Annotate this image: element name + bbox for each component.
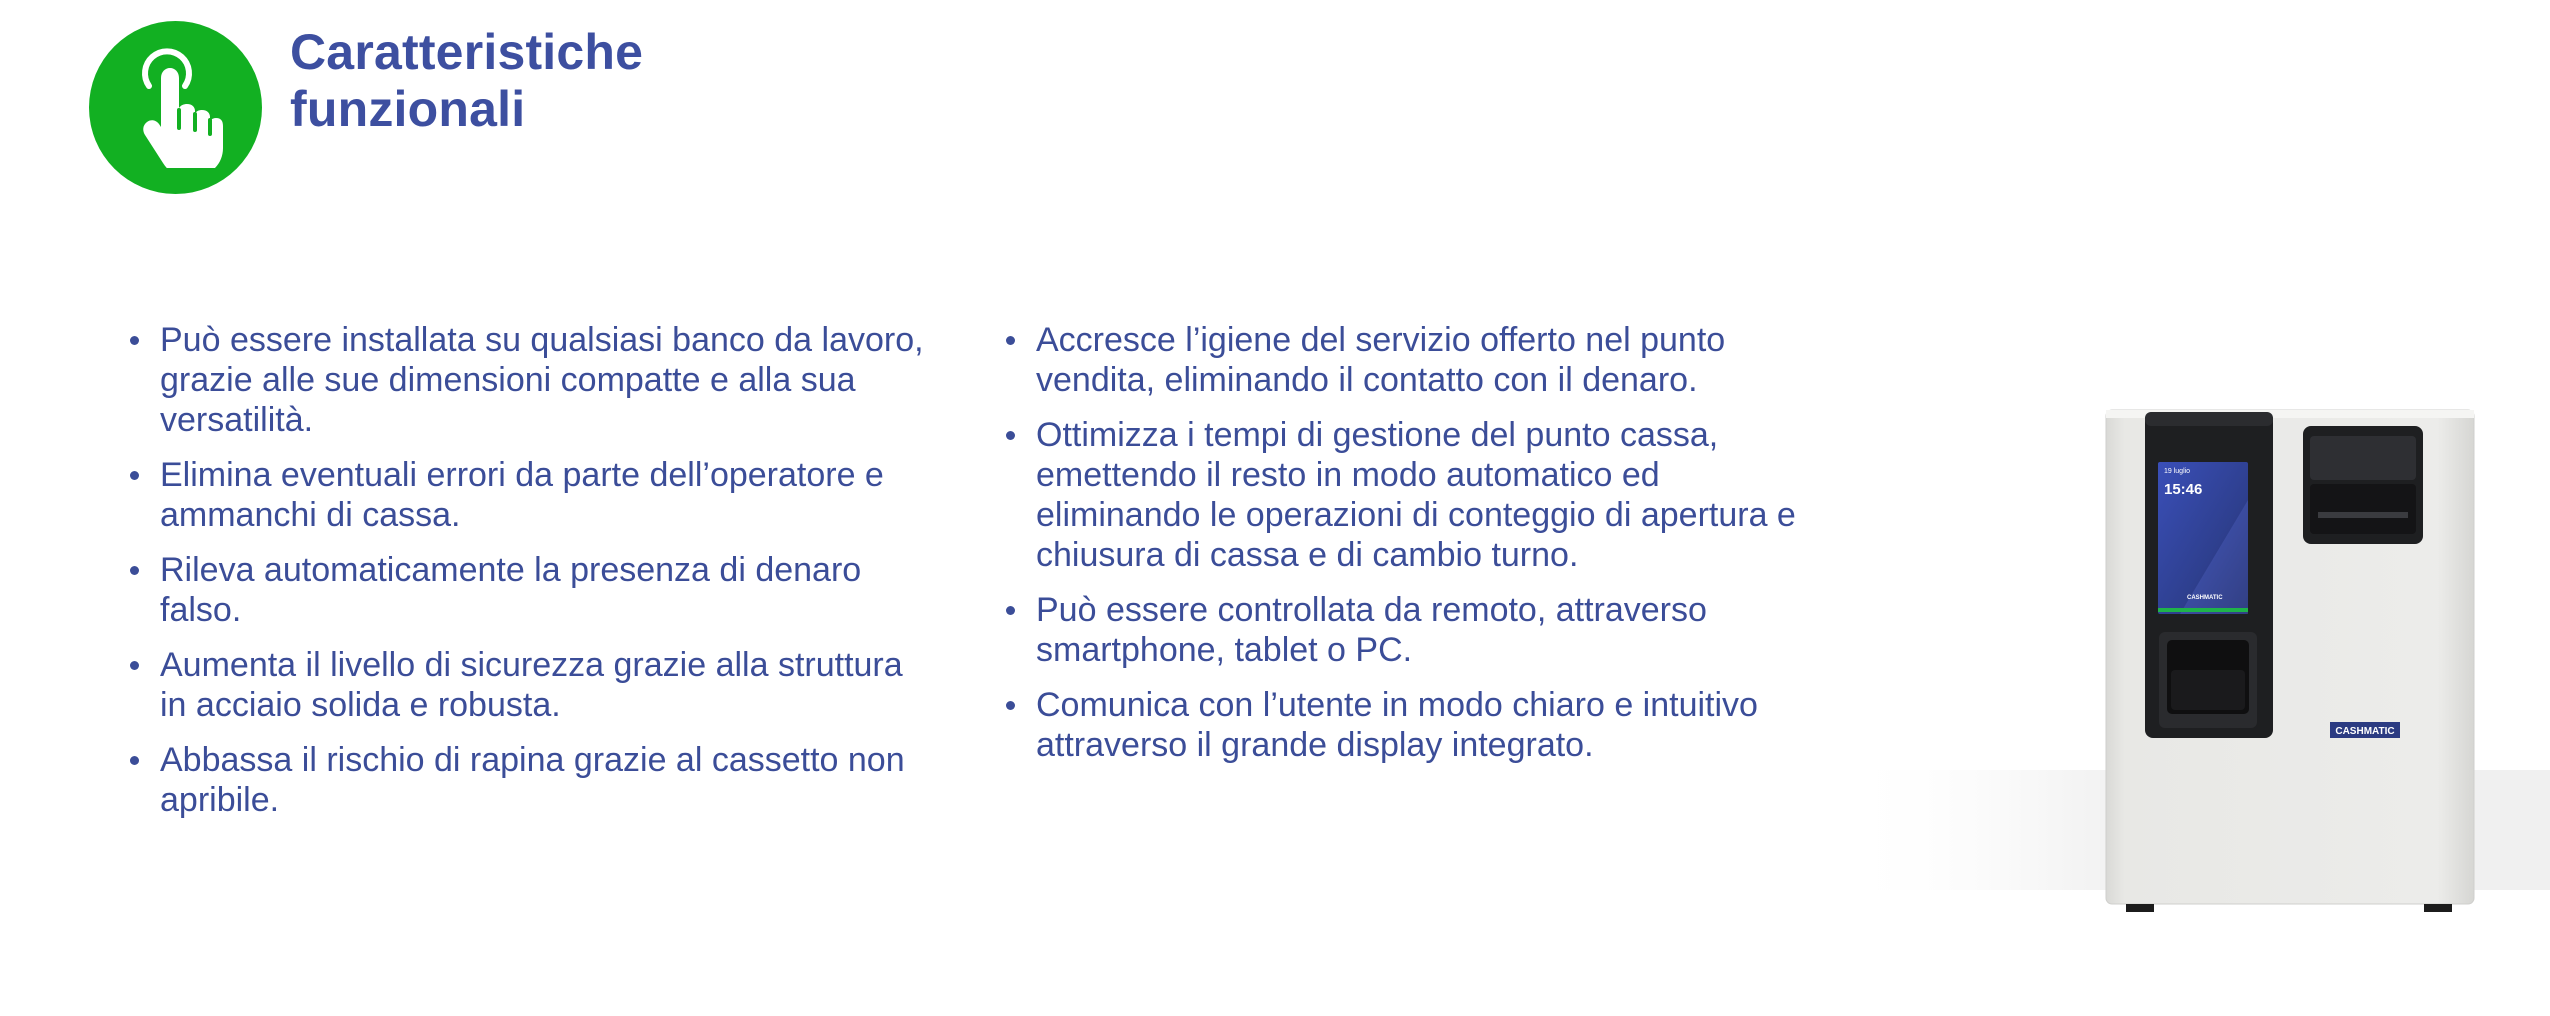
feature-list-left <box>130 320 930 835</box>
list-item <box>1006 320 1806 400</box>
list-item <box>1006 685 1806 765</box>
list-item-text: Ottimizza i tempi di gestione del punto cassa, emettendo il resto in modo automatico ed eliminando le operazioni di conteggio di apertura e chiusura di cassa e di cambio turno. <box>1036 416 1796 574</box>
bullet-icon <box>130 566 139 575</box>
bullet-icon <box>130 756 139 765</box>
list-item-text: Accresce l’igiene del servizio offerto nel punto vendita, eliminando il contatto con il denaro. <box>1036 321 1726 399</box>
bullet-icon <box>1006 336 1015 345</box>
bullet-icon <box>130 336 139 345</box>
list-item <box>1006 590 1806 670</box>
page-title <box>290 24 850 138</box>
page-title-line1: Caratteristiche <box>290 24 644 80</box>
list-item-text: Elimina eventuali errori da parte dell’operatore e ammanchi di cassa. <box>160 456 884 534</box>
page-title-line2: funzionali <box>290 81 526 137</box>
bullet-icon <box>1006 701 1015 710</box>
screen-brand: CASHMATIC <box>2187 595 2223 601</box>
bullet-icon <box>130 471 139 480</box>
list-item-text: Può essere controllata da remoto, attraverso smartphone, tablet o PC. <box>1036 591 1707 669</box>
list-item-text: Rileva automaticamente la presenza di denaro falso. <box>160 551 862 629</box>
list-item-text: Abbassa il rischio di rapina grazie al cassetto non apribile. <box>160 741 905 819</box>
hand-pointer-glyph <box>121 48 231 168</box>
list-item <box>130 455 930 535</box>
list-item <box>1006 415 1806 575</box>
feature-list-right <box>1006 320 1806 780</box>
list-item <box>130 550 930 630</box>
list-item <box>130 645 930 725</box>
cash-machine-illustration <box>1840 370 2550 1016</box>
bullet-icon <box>1006 431 1015 440</box>
screen-date: 19 luglio <box>2164 468 2191 475</box>
list-item <box>130 740 930 820</box>
bullet-icon <box>1006 606 1015 615</box>
product-image <box>1840 370 2550 1016</box>
list-item-text: Comunica con l’utente in modo chiaro e intuitivo attraverso il grande display integrato. <box>1036 686 1758 764</box>
bullet-icon <box>130 661 139 670</box>
screen-time: 15:46 <box>2164 481 2203 498</box>
list-item <box>130 320 930 440</box>
touch-hand-icon <box>89 21 262 194</box>
list-item-text: Aumenta il livello di sicurezza grazie alla struttura in acciaio solida e robusta. <box>160 646 903 724</box>
body-brand-label: CASHMATIC <box>2335 726 2395 737</box>
list-item-text: Può essere installata su qualsiasi banco da lavoro, grazie alle sue dimensioni compatte e alla sua versatilità. <box>160 321 924 439</box>
